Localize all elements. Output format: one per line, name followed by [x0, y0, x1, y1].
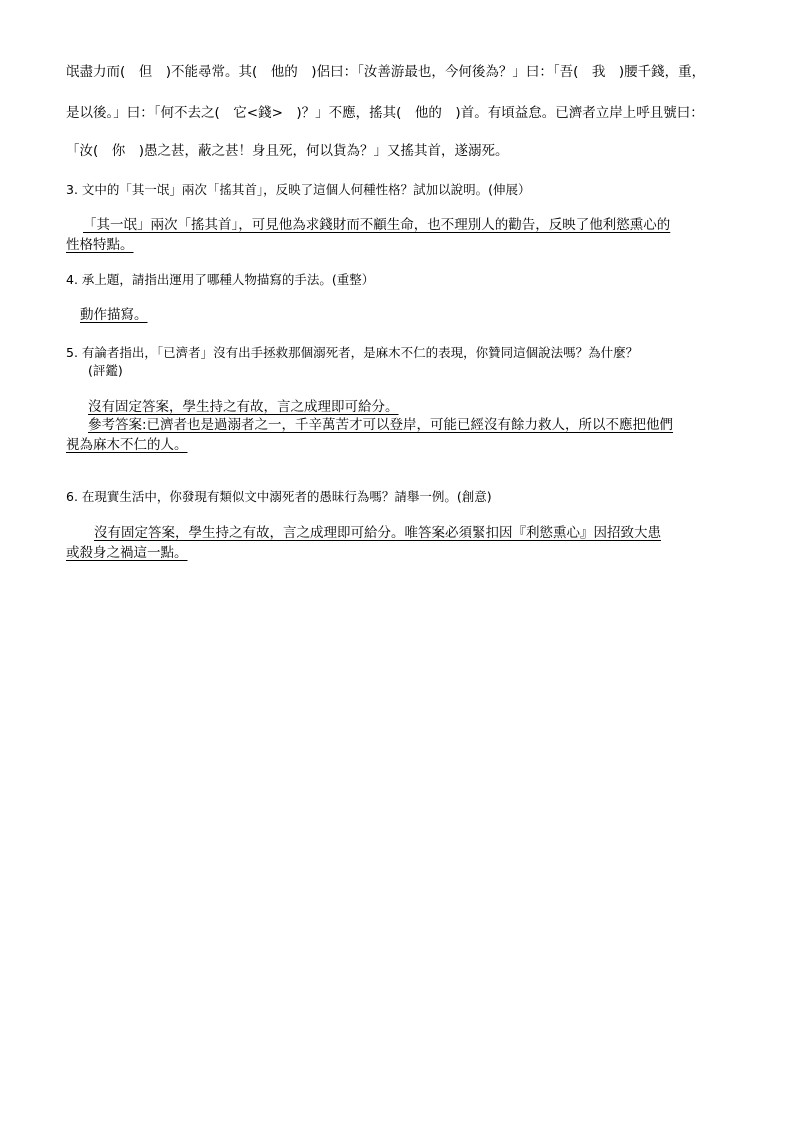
answer-5-line-2: 參考答案:已濟者也是過溺者之一，千辛萬苦才可以登岸，可能已經沒有餘力救人，所以不應把他們	[88, 417, 674, 433]
answer-5-line-1: 沒有固定答案，學生持之有故，言之成理即可給分。	[88, 399, 399, 415]
passage-line-3: 「汝( 你 )愚之甚，蔽之甚！身且死，何以貨為？」又搖其首，遂溺死。	[66, 143, 509, 159]
passage-line-1: 氓盡力而( 但 )不能尋常。其( 他的 )侶曰：「汝善游最也，今何後為？」曰：「吾( 我 )腰千錢，重，	[66, 64, 706, 80]
question-6: 6. 在現實生活中，你發現有類似文中溺死者的愚昧行為嗎？請舉一例。(創意)	[66, 489, 492, 504]
passage-line-2: 是以後。」曰：「何不去之( 它<錢> )？」不應，搖其( 他的 )首。有頃益怠。已濟者立岸上呼且號曰：	[66, 105, 704, 121]
question-3: 3. 文中的「其一氓」兩次「搖其首」，反映了這個人何種性格？試加以說明。(伸展）	[66, 182, 531, 197]
answer-3-line-1: 「其一氓」兩次「搖其首」，可見他為求錢財而不顧生命，也不理別人的勸告，反映了他利慾熏心的	[83, 217, 671, 233]
answer-6-line-1: 沒有固定答案，學生持之有故，言之成理即可給分。唯答案必須緊扣因『利慾熏心』因招致大患	[94, 525, 661, 541]
question-5: 5. 有論者指出，「已濟者」沒有出手拯救那個溺死者，是麻木不仁的表現，你贊同這個說法嗎？為什麼？	[66, 345, 639, 360]
question-5-tag: (評鑑)	[88, 363, 123, 378]
answer-5-line-3: 視為麻木不仁的人。	[66, 437, 188, 453]
answer-4-line-1: 動作描寫。	[80, 307, 148, 323]
answer-6-line-2: 或殺身之禍這一點。	[66, 545, 188, 561]
answer-3-line-2: 性格特點。	[66, 237, 134, 253]
question-4: 4. 承上題，請指出運用了哪種人物描寫的手法。(重整）	[66, 272, 375, 287]
